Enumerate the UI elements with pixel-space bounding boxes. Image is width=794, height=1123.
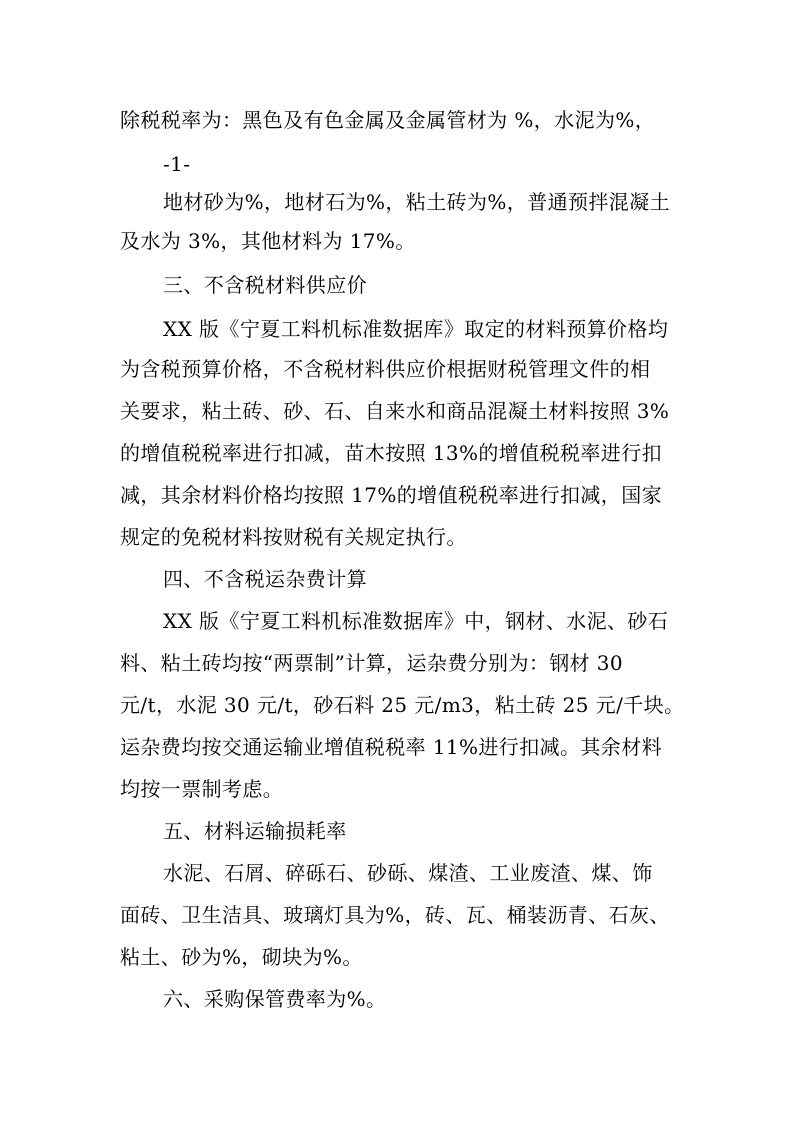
paragraph-line: 粘土、砂为%，砌块为%。: [120, 945, 363, 969]
paragraph-line: XX 版《宁夏工料机标准数据库》中，钢材、水泥、砂石: [163, 609, 669, 633]
paragraph-line: 除税税率为：黑色及有色金属及金属管材为 %，水泥为%，: [120, 108, 656, 132]
paragraph-line: XX 版《宁夏工料机标准数据库》取定的材料预算价格均: [163, 317, 669, 341]
page-number: -1-: [163, 152, 191, 176]
paragraph-line: 规定的免税材料按财税有关规定执行。: [120, 525, 467, 549]
section-heading-6: 六、采购保管费率为%。: [163, 987, 387, 1011]
section-heading-5: 五、材料运输损耗率: [163, 819, 347, 843]
paragraph-line: 减，其余材料价格均按照 17%的增值税税率进行扣减，国家: [120, 483, 663, 507]
paragraph-line: 运杂费均按交通运输业增值税税率 11%进行扣减。其余材料: [120, 735, 663, 759]
paragraph-line: 面砖、卫生洁具、玻璃灯具为%，砖、瓦、桶装沥青、石灰、: [120, 903, 670, 927]
paragraph-line: 关要求，粘土砖、砂、石、自来水和商品混凝土材料按照 3%: [120, 399, 670, 423]
section-heading-3: 三、不含税材料供应价: [163, 273, 367, 297]
paragraph-line: 料、粘土砖均按“两票制”计算，运杂费分别为：钢材 30: [120, 651, 624, 675]
paragraph-line: 地材砂为%，地材石为%，粘土砖为%，普通预拌混凝土: [163, 190, 671, 214]
paragraph-line: 元/t，水泥 30 元/t，砂石料 25 元/m3，粘土砖 25 元/千块。: [120, 693, 685, 717]
paragraph-line: 水泥、石屑、碎砾石、砂砾、煤渣、工业废渣、煤、饰: [163, 861, 653, 885]
section-heading-4: 四、不含税运杂费计算: [163, 567, 367, 591]
paragraph-line: 的增值税税率进行扣减，苗木按照 13%的增值税税率进行扣: [120, 441, 663, 465]
paragraph-line: 及水为 3%，其他材料为 17%。: [120, 229, 416, 253]
paragraph-line: 为含税预算价格，不含税材料供应价根据财税管理文件的相: [120, 357, 651, 381]
paragraph-line: 均按一票制考虑。: [120, 777, 284, 801]
